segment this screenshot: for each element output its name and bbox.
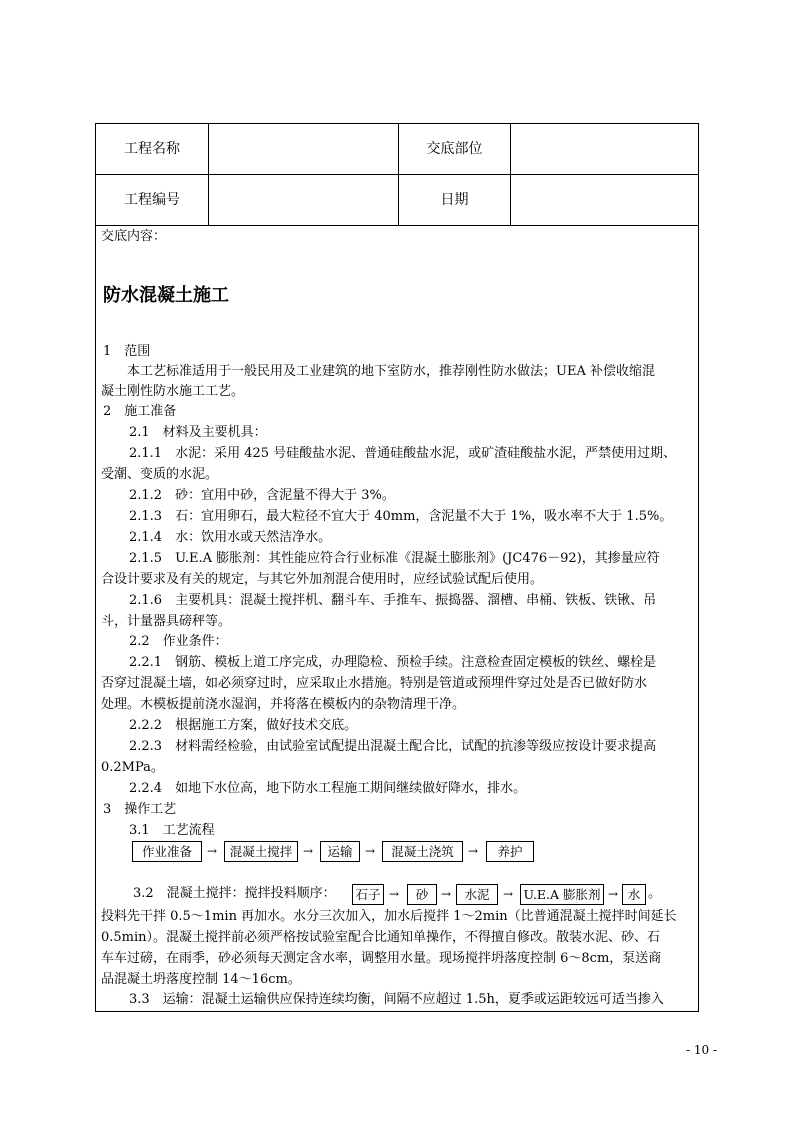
table-divider bbox=[510, 123, 511, 225]
paragraph-line: 品混凝土坍落度控制 14～16cm。 bbox=[101, 972, 301, 987]
paragraph-line: 2.2.2 根据施工方案，做好技术交底。 bbox=[129, 718, 358, 733]
paragraph-line: 2.1.2 砂：宜用中砂，含泥量不得大于 3%。 bbox=[129, 488, 395, 503]
project-name-label: 工程名称 bbox=[124, 141, 180, 157]
paragraph-line: 2.2.1 钢筋、模板上道工序完成，办理隐检、预检手续。注意检查固定模板的铁丝、螺栓是 bbox=[129, 655, 657, 670]
paragraph-line: 2.1.1 水泥：采用 425 号硅酸盐水泥、普通硅酸盐水泥，或矿渣硅酸盐水泥，严禁使用过期、 bbox=[129, 446, 677, 461]
mix-sequence-intro: 3.2 混凝土搅拌：搅拌投料顺序： bbox=[133, 886, 336, 901]
section-heading: 1 范围 bbox=[103, 344, 151, 359]
flow-arrow-icon: → bbox=[303, 844, 314, 858]
paragraph-line: 2.1.3 石：宜用卵石，最大粒径不宜大于 40mm，含泥量不大于 1%，吸水率不大于 1.5%。 bbox=[129, 509, 673, 524]
flow-arrow-icon: → bbox=[365, 844, 376, 858]
paragraph-line: 投料先干拌 0.5～1min 再加水。水分三次加入，加水后搅拌 1～2min（比普通混凝土搅拌时间延长 bbox=[101, 909, 677, 924]
paragraph-line: 2.2.3 材料需经检验，由试验室试配提出混凝土配合比，试配的抗渗等级应按设计要求提高 bbox=[129, 739, 657, 754]
paragraph-line: 2.1.4 水：饮用水或天然洁净水。 bbox=[129, 530, 332, 545]
date-label: 日期 bbox=[440, 192, 469, 208]
paragraph-line: 3.3 运输：混凝土运输供应保持连续均衡，间隔不应超过 1.5h，夏季或运距较远可适当掺入 bbox=[129, 992, 664, 1007]
flow-arrow-icon: → bbox=[207, 844, 218, 858]
paragraph-line: 本工艺标准适用于一般民用及工业建筑的地下室防水，推荐刚性防水做法；UEA 补偿收缩混 bbox=[127, 364, 655, 379]
subsection-heading: 2.2 作业条件： bbox=[129, 634, 228, 649]
table-divider bbox=[95, 174, 699, 175]
section-heading: 2 施工准备 bbox=[103, 404, 177, 419]
paragraph-line: 凝土刚性防水施工工艺。 bbox=[101, 384, 245, 399]
flow-arrow-icon: → bbox=[503, 887, 514, 901]
mix-step-gravel: 石子 bbox=[352, 884, 384, 905]
paragraph-line: 2.2.4 如地下水位高，地下防水工程施工期间继续做好降水，排水。 bbox=[129, 781, 527, 796]
mix-step-sand: 砂 bbox=[407, 884, 437, 905]
paragraph-line: 合设计要求及有关的规定，与其它外加剂混合使用时，应经试验试配后使用。 bbox=[101, 572, 544, 587]
flow-step-curing: 养护 bbox=[486, 841, 534, 862]
flow-step-pouring: 混凝土浇筑 bbox=[382, 841, 463, 862]
flow-arrow-icon: → bbox=[441, 887, 452, 901]
section-heading: 3 操作工艺 bbox=[103, 802, 177, 817]
mix-step-water: 水 bbox=[622, 884, 646, 905]
page-number: - 10 - bbox=[685, 1043, 717, 1057]
flow-step-transport: 运输 bbox=[320, 841, 360, 862]
paragraph-line: 斗，计量器具磅秤等。 bbox=[101, 614, 232, 629]
flow-arrow-icon: → bbox=[468, 844, 479, 858]
flow-step-prep: 作业准备 bbox=[132, 841, 202, 862]
subsection-heading: 2.1 材料及主要机具： bbox=[129, 425, 267, 440]
mix-step-cement: 水泥 bbox=[456, 884, 498, 905]
paragraph-line: 受潮、变质的水泥。 bbox=[101, 467, 219, 482]
paragraph-line: 车车过磅，在雨季，砂必须每天测定含水率，调整用水量。现场搅拌坍落度控制 6～8cm，泵送商 bbox=[101, 951, 662, 966]
mix-step-uea-expander: U.E.A 膨胀剂 bbox=[520, 884, 604, 905]
flow-step-mixing: 混凝土搅拌 bbox=[224, 841, 298, 862]
handover-part-label: 交底部位 bbox=[426, 141, 483, 157]
table-divider bbox=[95, 225, 699, 226]
subsection-heading: 3.1 工艺流程 bbox=[129, 823, 215, 838]
document-title: 防水混凝土施工 bbox=[103, 285, 229, 306]
paragraph-line: 0.2MPa。 bbox=[101, 760, 164, 775]
paragraph-line: 2.1.5 U.E.A 膨胀剂：其性能应符合行业标准《混凝土膨胀剂》(JC476－92)，其掺量应符 bbox=[129, 551, 660, 566]
paragraph-line: 0.5min）。混凝土搅拌前必须严格按试验室配合比通知单操作，不得擅自修改。散装水泥、砂、石 bbox=[101, 930, 661, 945]
mix-sequence-end: 。 bbox=[648, 886, 662, 901]
table-divider bbox=[208, 123, 209, 225]
paragraph-line: 2.1.6 主要机具：混凝土搅拌机、翻斗车、手推车、振捣器、溜槽、串桶、铁板、铁锹、吊 bbox=[129, 593, 657, 608]
paragraph-line: 处理。木模板提前浇水湿润，并将落在模板内的杂物清理干净。 bbox=[101, 697, 466, 712]
paragraph-line: 否穿过混凝土墙，如必须穿过时，应采取止水措施。特别是管道或预埋件穿过处是否已做好防水 bbox=[101, 676, 648, 691]
project-number-label: 工程编号 bbox=[124, 192, 180, 208]
content-label: 交底内容： bbox=[101, 229, 167, 244]
flow-arrow-icon: → bbox=[389, 887, 400, 901]
flow-arrow-icon: → bbox=[608, 887, 619, 901]
